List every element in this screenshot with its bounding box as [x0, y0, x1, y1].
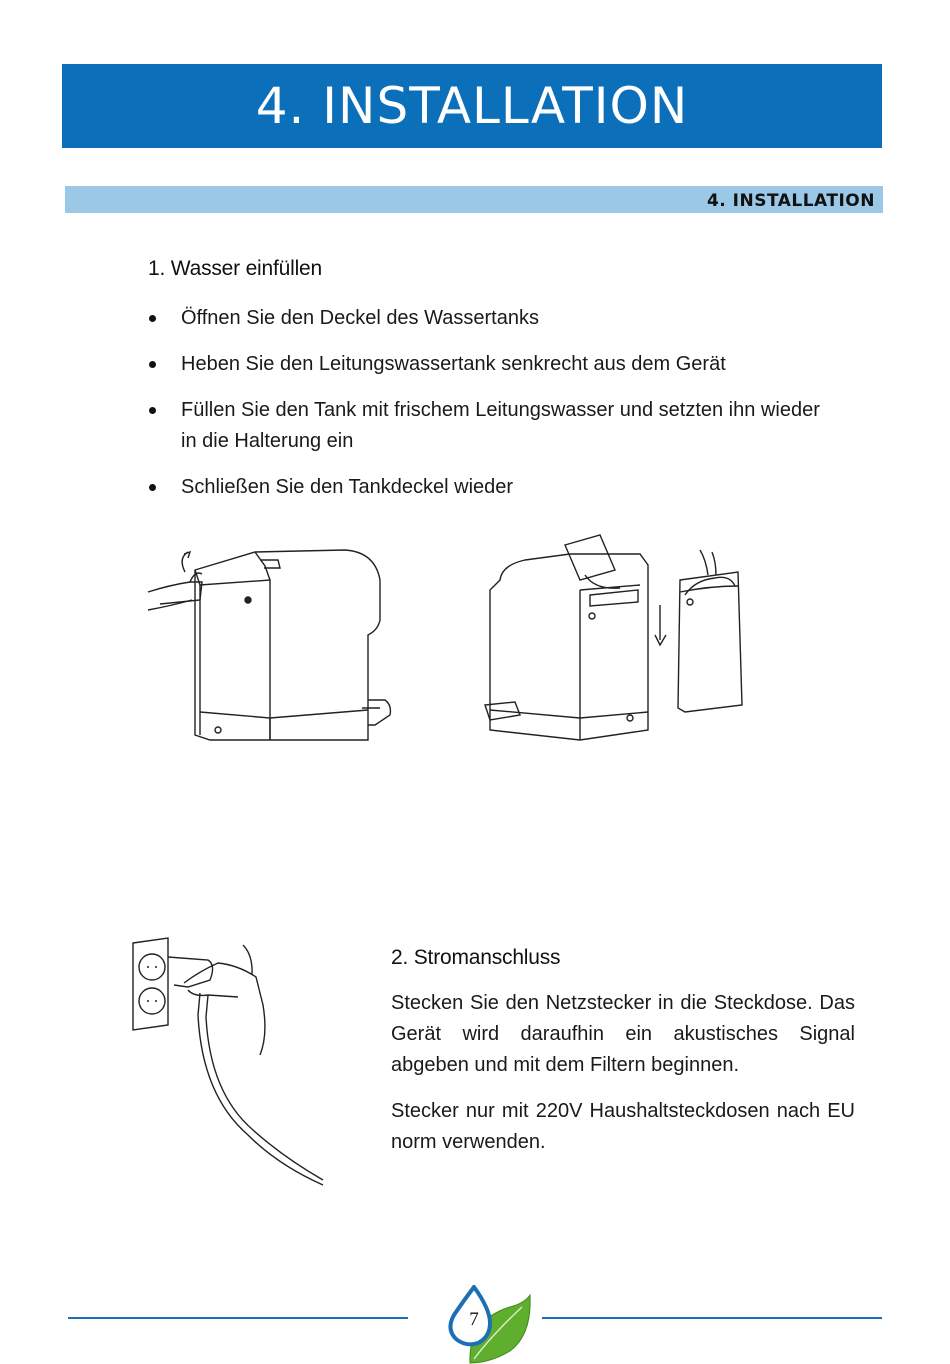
open-lid-illustration	[140, 540, 400, 750]
page-number-badge	[440, 1285, 535, 1364]
step2-paragraph: Stecken Sie den Netzstecker in die Steckdose. Das Gerät wird daraufhin ein akustisches Signal abgeben und mit dem Filtern beginnen.	[391, 992, 855, 1076]
list-item: Öffnen Sie den Deckel des Wassertanks	[148, 303, 828, 334]
list-item: Heben Sie den Leitungswassertank senkrecht aus dem Gerät	[148, 349, 828, 380]
header-banner	[62, 64, 882, 148]
list-item: Füllen Sie den Tank mit frischem Leitungswasser und setzten ihn wieder in die Halterung ein	[148, 395, 828, 457]
plug-socket-illustration	[128, 935, 328, 1195]
section-label: 4. INSTALLATION	[706, 191, 875, 211]
page-title: 4. INSTALLATION	[255, 77, 689, 135]
step1-title: 1. Wasser einfüllen	[148, 257, 323, 280]
remove-tank-illustration	[480, 530, 760, 750]
section-bar	[65, 186, 883, 213]
step1-bullet-list	[148, 303, 828, 518]
footer-line-right	[542, 1317, 882, 1319]
footer-line-left	[68, 1317, 408, 1319]
page-number-text: 7	[469, 1309, 479, 1330]
step2-paragraph: Stecker nur mit 220V Haushaltsteckdosen nach EU norm verwenden.	[391, 1100, 855, 1153]
step2-title: 2. Stromanschluss	[391, 946, 561, 969]
list-item: Schließen Sie den Tankdeckel wieder	[148, 472, 828, 503]
